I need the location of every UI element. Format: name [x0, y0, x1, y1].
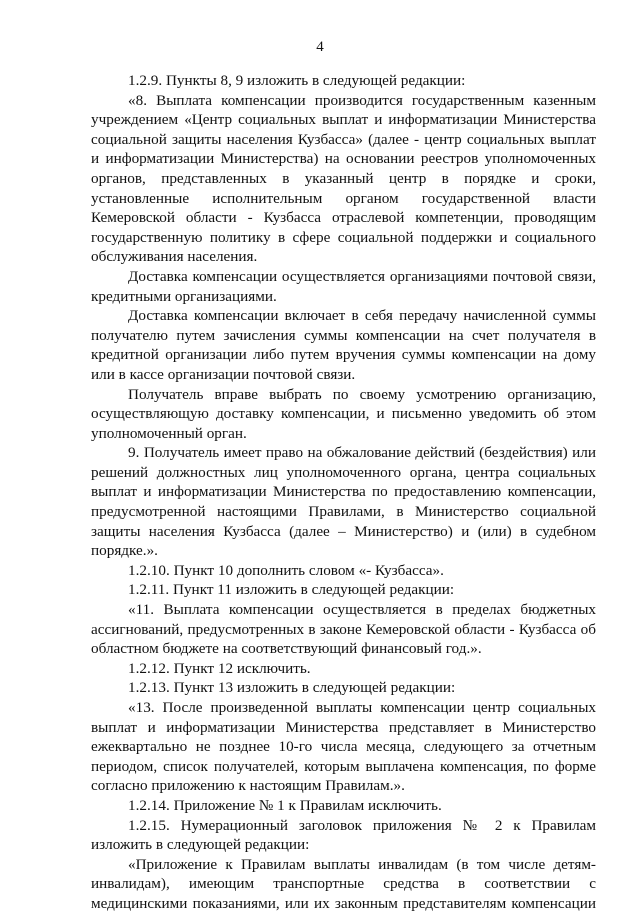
paragraph-recipient-choice: Получатель вправе выбрать по своему усмотрению организацию, осуществляющую доставку компенсации, и письменно уведомить об этом уполномоченный орган. [91, 385, 596, 442]
paragraph-delivery-includes: Доставка компенсации включает в себя передачу начисленной суммы получателю путем зачисления суммы компенсации на счет получателя в кредитной организации либо путем вручения суммы компенсации на дому или в кассе организации почтовой связи. [91, 307, 596, 383]
paragraph-1-2-15: 1.2.15. Нумерационный заголовок приложения № 2 к Правилам изложить в следующей редакции: [91, 816, 596, 854]
paragraph-1-2-13: 1.2.13. Пункт 13 изложить в следующей редакции: [128, 679, 456, 697]
paragraph-1-2-9: 1.2.9. Пункты 8, 9 изложить в следующей редакции: [128, 72, 466, 89]
paragraph-1-2-10: 1.2.10. Пункт 10 дополнить словом «- Кузбасса». [128, 561, 444, 579]
page-number: 4 [316, 39, 324, 55]
paragraph-1-2-11: 1.2.11. Пункт 11 изложить в следующей редакции: [128, 581, 455, 599]
paragraph-point-11: «11. Выплата компенсации осуществляется в пределах бюджетных ассигнований, предусмотренных в законе Кемеровской области - Кузбасса об областном бюджете на соответствующий финансовый год.». [91, 601, 596, 658]
document-body [91, 71, 596, 914]
paragraph-appendix-heading: «Приложение к Правилам выплаты инвалидам (в том числе детям-инвалидам), имеющим транспортные средства в соответствии с медицинскими показаниями, или их законным представителям компенсации [91, 855, 596, 912]
paragraph-point-9: 9. Получатель имеет право на обжалование действий (бездействия) или решений должностных лиц уполномоченного органа, центра социальных выплат и информатизации Министерства по предоставлению компенсации, предусмотренной настоящими Правилами, в Министерство социальной защиты населения Кузбасса (далее – Министерство) и (или) в судебном порядке.». [91, 444, 596, 560]
paragraph-delivery-organizations: Доставка компенсации осуществляется организациями почтовой связи, кредитными организациями. [91, 267, 596, 305]
paragraph-1-2-14: 1.2.14. Приложение № 1 к Правилам исключить. [128, 796, 442, 814]
paragraph-1-2-12: 1.2.12. Пункт 12 исключить. [128, 659, 311, 677]
paragraph-point-13: «13. После произведенной выплаты компенсации центр социальных выплат и информатизации Министерства представляет в Министерство ежеквартально не позднее 10-го числа месяца, следующего за отчетным периодом, список получателей, которым выплачена компенсация, по форме согласно приложению к настоящим Правилам.». [91, 699, 596, 795]
paragraph-point-8: «8. Выплата компенсации производится государственным казенным учреждением «Центр социальных выплат и информатизации Министерства социальной защиты населения Кузбасса» (далее - центр социальных выплат и информатизации Министерства) на основании реестров уполномоченных органов, представленных в указанный центр в порядке и сроки, установленные исполнительным органом государственной власти Кемеровской области - Кузбасса отраслевой компетенции, проводящим государственную политику в сфере социальной поддержки и социального обслуживания населения. [91, 91, 596, 266]
